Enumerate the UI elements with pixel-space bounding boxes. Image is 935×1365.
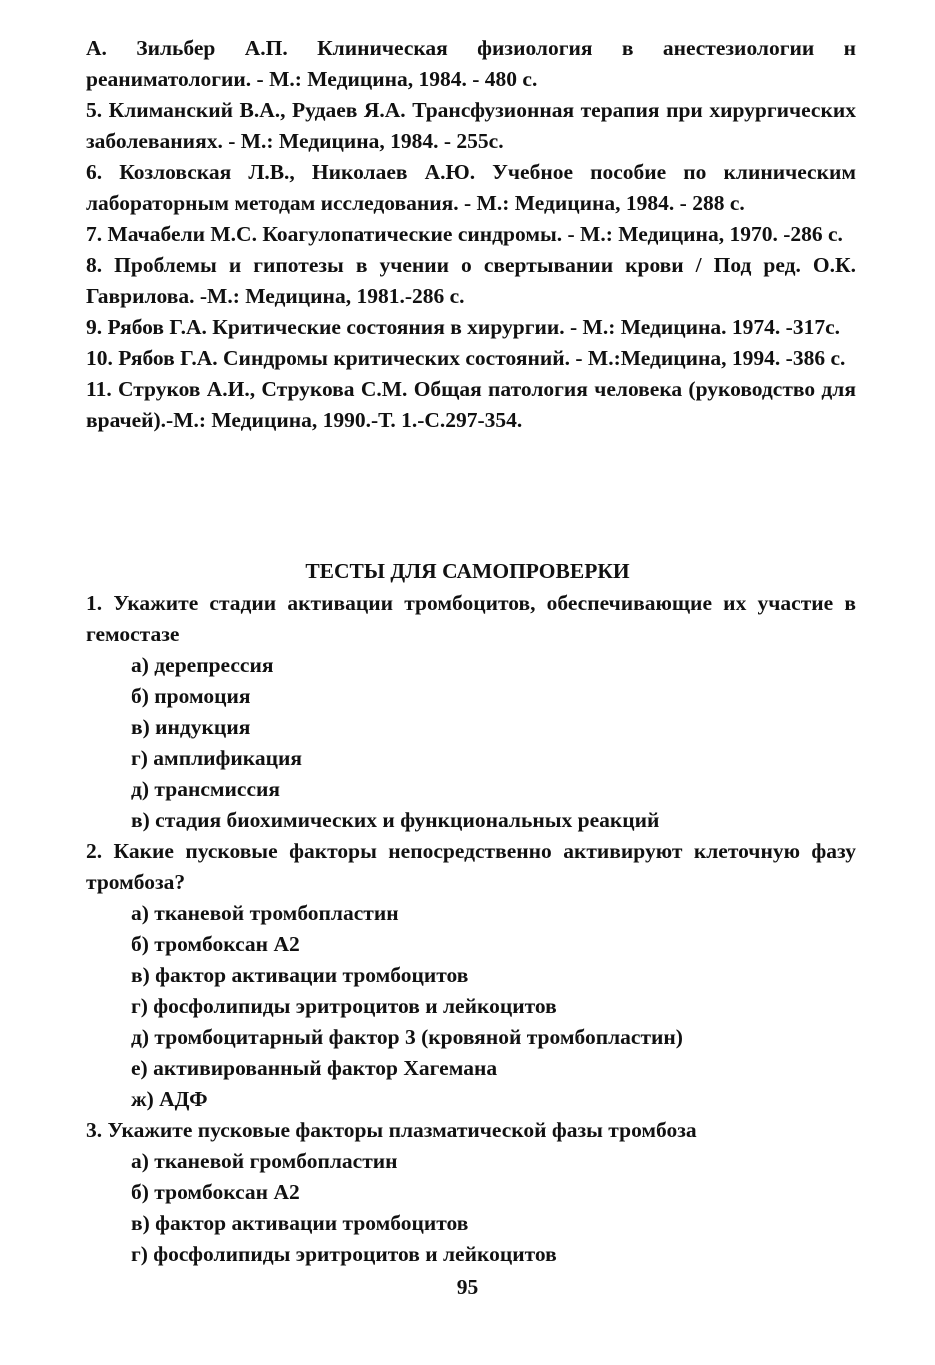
page-number: 95 <box>456 1275 479 1299</box>
answer-option: б) промоция <box>131 684 251 708</box>
question-text: 1. Укажите стадии активации тромбоцитов, обеспечивающие их участие в гемостазе <box>86 591 856 646</box>
answer-option: г) амплификация <box>131 746 303 770</box>
answer-option: е) активированный фактор Хагемана <box>131 1056 498 1080</box>
answer-option: в) фактор активации тромбоцитов <box>131 963 469 987</box>
answer-option: б) тромбоксан А2 <box>131 932 300 956</box>
answer-option: а) тканевой громбопластин <box>131 1149 398 1173</box>
answer-option: б) тромбоксан А2 <box>131 1180 300 1204</box>
reference-item: 7. Мачабели М.С. Коагулопатические синдромы. - М.: Медицина, 1970. -286 с. <box>86 222 843 246</box>
reference-item: 10. Рябов Г.А. Синдромы критических состояний. - М.:Медицина, 1994. -386 с. <box>86 346 846 370</box>
test-question-3 <box>86 1115 856 1270</box>
reference-item: 6. Козловская Л.В., Николаев А.Ю. Учебное пособие по клиническим лабораторным методам исследования. - М.: Медицина, 1984. - 288 с. <box>86 160 856 215</box>
test-question-1 <box>86 588 856 836</box>
test-question-2 <box>86 836 856 1115</box>
question-text: 2. Какие пусковые факторы непосредственно активируют клеточную фазу тромбоза? <box>86 839 856 894</box>
answer-option: г) фосфолипиды эритроцитов и лейкоцитов <box>131 994 557 1018</box>
answer-option: а) тканевой тромбопластин <box>131 901 399 925</box>
reference-item: 9. Рябов Г.А. Критические состояния в хирургии. - М.: Медицина. 1974. -317с. <box>86 315 841 339</box>
answer-option: ж) АДФ <box>131 1087 208 1111</box>
section-heading: ТЕСТЫ ДЛЯ САМОПРОВЕРКИ <box>305 559 630 583</box>
answer-option: г) фосфолипиды эритроцитов и лейкоцитов <box>131 1242 557 1266</box>
answer-option: д) тромбоцитарный фактор 3 (кровяной тромбопластин) <box>131 1025 683 1049</box>
reference-list <box>86 33 856 436</box>
answer-option: в) индукция <box>131 715 251 739</box>
answer-option: а) дерепрессия <box>131 653 274 677</box>
reference-item: 11. Струков А.И., Струкова С.М. Общая патология человека (руководство для врачей).-М.: Медицина, 1990.-Т. 1.-С.297-354. <box>86 377 856 432</box>
reference-item: 8. Проблемы и гипотезы в учении о свертывании крови / Под ред. О.К. Гаврилова. -М.: Медицина, 1981.-286 с. <box>86 253 856 308</box>
reference-item: 5. Климанский В.А., Рудаев Я.А. Трансфузионная терапия при хирургических заболеваниях. - М.: Медицина, 1984. - 255с. <box>86 98 856 153</box>
answer-option: д) трансмиссия <box>131 777 281 801</box>
test-list <box>86 588 856 1270</box>
reference-item: А. Зильбер А.П. Клиническая физиология в анестезиологии н реаниматологии. - М.: Медицина, 1984. - 480 с. <box>86 36 856 91</box>
answer-option: в) стадия биохимических и функциональных реакций <box>131 808 660 832</box>
answer-option: в) фактор активации тромбоцитов <box>131 1211 469 1235</box>
question-text: 3. Укажите пусковые факторы плазматической фазы тромбоза <box>86 1118 697 1142</box>
